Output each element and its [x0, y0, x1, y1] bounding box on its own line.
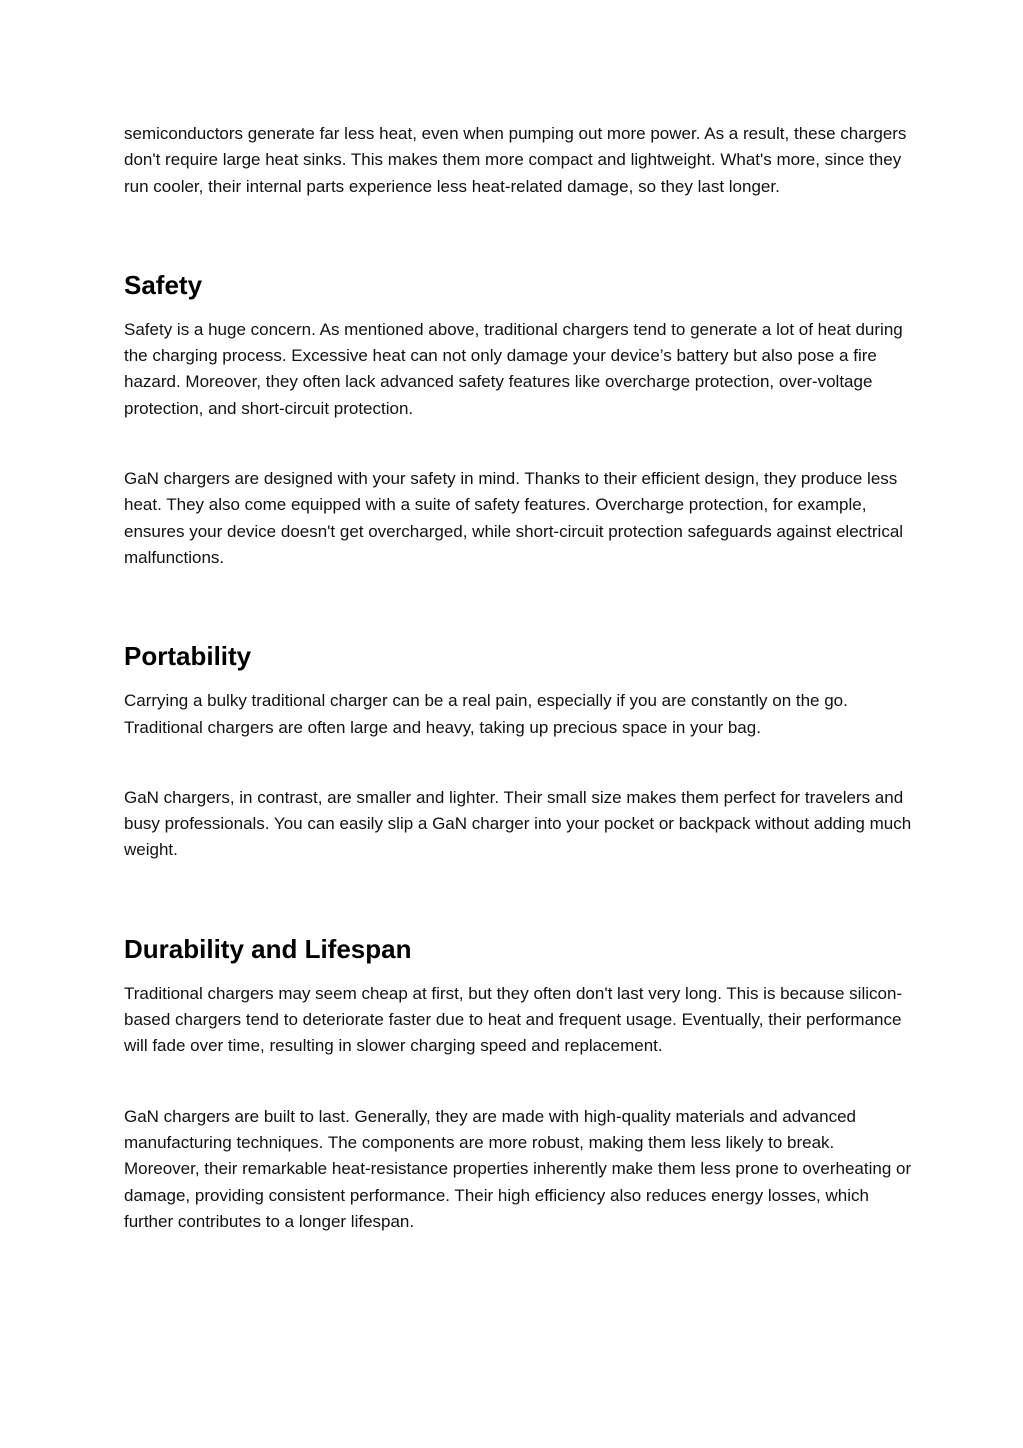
portability-paragraph-1: Carrying a bulky traditional charger can be a real pain, especially if you are constantly on the go. Traditional chargers are often large and heavy, taking up precious space in your bag.: [124, 691, 848, 737]
durability-paragraph-2: GaN chargers are built to last. Generally, they are made with high-quality materials and advanced manufacturing techniques. The components are more robust, making them less likely to break. Moreover, their remarkable heat-resistance properties inherently make them less prone to overheating or damage, providing consistent performance. Their high efficiency also reduces energy losses, which further contributes to a longer lifespan.: [124, 1106, 912, 1231]
document-page: [124, 121, 914, 1235]
safety-paragraph-1: Safety is a huge concern. As mentioned above, traditional chargers tend to generate a lot of heat during the charging process. Excessive heat can not only damage your device’s battery but also pose a fire hazard. Moreover, they often lack advanced safety features like overcharge protection, over-voltage protection, and short-circuit protection.: [124, 319, 903, 418]
portability-paragraph-2: GaN chargers, in contrast, are smaller and lighter. Their small size makes them perfect for travelers and busy professionals. You can easily slip a GaN charger into your pocket or backpack without adding much weight.: [124, 787, 912, 860]
heading-safety: Safety: [124, 269, 203, 300]
intro-paragraph: semiconductors generate far less heat, even when pumping out more power. As a result, these chargers don't require large heat sinks. This makes them more compact and lightweight. What's more, since they run cooler, their internal parts experience less heat-related damage, so they last longer.: [124, 124, 907, 196]
heading-portability: Portability: [124, 641, 252, 672]
safety-paragraph-2: GaN chargers are designed with your safety in mind. Thanks to their efficient design, they produce less heat. They also come equipped with a suite of safety features. Overcharge protection, for example, ensures your device doesn't get overcharged, while short-circuit protection safeguards against electrical malfunctions.: [124, 469, 904, 567]
heading-durability: Durability and Lifespan: [124, 933, 412, 964]
durability-paragraph-1: Traditional chargers may seem cheap at first, but they often don't last very long. This is because silicon-based chargers tend to deteriorate faster due to heat and frequent usage. Eventually, their performance will fade over time, resulting in slower charging speed and replacement.: [124, 983, 903, 1056]
